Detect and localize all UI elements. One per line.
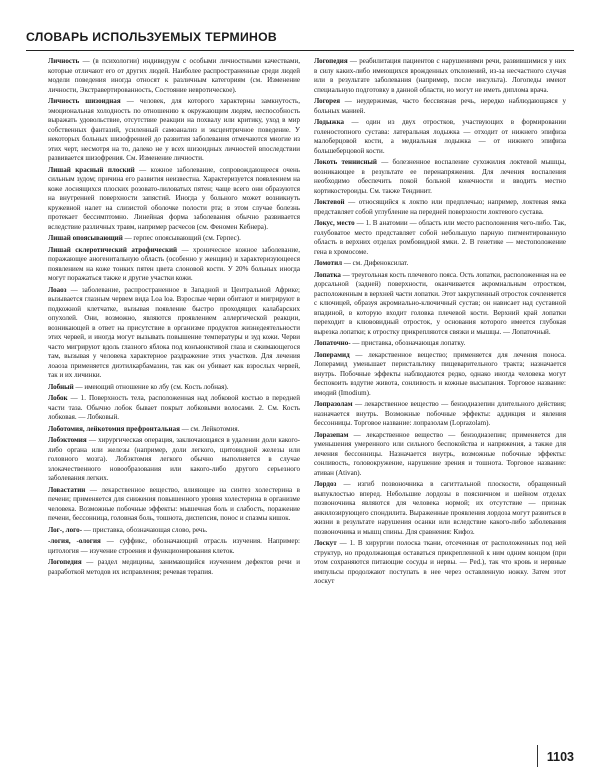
dictionary-entry xyxy=(48,286,300,381)
entry-term: Лордоз xyxy=(314,480,337,488)
entry-term: Лишай красный плоский xyxy=(48,165,135,174)
entry-term: Лишай склеротический атрофический xyxy=(48,245,178,254)
dictionary-entry xyxy=(48,425,300,435)
page-title: СЛОВАРЬ ИСПОЛЬЗУЕМЫХ ТЕРМИНОВ xyxy=(26,30,278,44)
entry-definition: — см. Лейкотомия. xyxy=(179,424,240,433)
entry-definition: — раздел медицины, занимающийся изучением дефектов речи и разработкой методов их исправления; речевая терапия. xyxy=(48,558,300,576)
dictionary-entry xyxy=(314,480,566,537)
dictionary-entry xyxy=(48,486,300,524)
entry-term: Ловастатин xyxy=(48,485,86,494)
entry-definition: — неудержимая, часто бессвязная речь, нередко наблюдающаяся у больных манией. xyxy=(314,97,566,115)
page-header xyxy=(26,28,574,51)
dictionary-entry xyxy=(314,400,566,429)
entry-term: Лишай опоясывающий xyxy=(48,234,123,242)
entry-term: Лопразолам xyxy=(314,400,353,408)
entry-term: Лодыжка xyxy=(314,118,345,126)
entry-definition: — заболевание, распространенное в Западной и Центральной Африке; вызывается глазным червем вида Loa loa. Взрослые черви обитают и мигрируют в подкожной клетчатке, вызывая появление быстро проходящих калабарских опухолей. Они, возможно, являются проявлением аллергической реакции, возникающей в ответ на присутствие в организме продуктов жизнедеятельности этих червей, и иногда могут вызывать повышение температуры и зуд кожи. Черви часто мигрируют вдоль глазного яблока под конъюнктивой глаза и сжимающегося там, вызывая у человека характерное раздражение этих участков. Для лечения лоаоза применяется диэтилкарбамазин, так как он убивает как взрослых червей, так и их личинки. xyxy=(48,285,300,379)
dictionary-entry xyxy=(314,259,566,269)
dictionary-entry xyxy=(314,198,566,217)
entry-definition: — 1. В анатомии — область или место расположения чего-либо. Так, голубоватое место представляет собой небольшую парную пигментированную область в верхних отделах ромбовидной ямки. 2. В генетике — местоположение гена в хромосоме. xyxy=(314,219,566,256)
entry-definition: — имеющий отношение ко лбу (см. Кость лобная). xyxy=(73,382,229,391)
dictionary-entry xyxy=(314,118,566,156)
entry-definition: — один из двух отростков, участвующих в формировании голеностопного сустава: латеральная лодыжка — отходит от нижнего эпифиза малоберцовой кости, а медиальная лодыжка — от нижнего эпифиза большеберцовой кости. xyxy=(314,118,566,155)
entry-definition: — относящийся к локтю или предплечью; например, локтевая ямка представляет собой углубление на передней поверхности локтевого сустава. xyxy=(314,198,566,216)
entry-term: Логопедия xyxy=(48,558,82,566)
left-column xyxy=(48,57,300,747)
entry-definition: — приставка, обозначающая лопатку. xyxy=(350,339,466,347)
entry-term: -логия, -ология xyxy=(48,537,101,545)
dictionary-entry xyxy=(314,57,566,95)
entry-term: Лог-, лого- xyxy=(48,525,83,534)
entry-term: Локтевой xyxy=(314,198,345,206)
entry-definition: — лекарственное вещество; применяется для лечения поноса. Лоперамид уменьшает перистальтику пищеварительного тракта; назначается внутрь. Побочные эффекты наблюдаются редко, однако иногда человека могут беспокоить вздутие живота, сонливость и кожные высыпания. Торговое название: имодий (Imodium). xyxy=(314,350,566,397)
dictionary-entry xyxy=(314,339,566,349)
dictionary-entry xyxy=(48,383,300,393)
entry-term: Лобный xyxy=(48,382,74,391)
entry-definition: — (в психологии) индивидуум с особыми личностными качествами, которые отличают его от других людей. Наиболее распространенные среди людей модели поведения иногда относят к различным категориям (см. Изменение личности, Экстравертированность, Состояние невротическое). xyxy=(48,57,300,94)
right-column xyxy=(314,57,566,747)
entry-term: Лоперамид xyxy=(314,350,350,359)
dictionary-entry xyxy=(48,57,300,95)
entry-definition: — суффикс, обозначающий отрасль изучения. Например: цитология — изучение строения и функционирования клеток. xyxy=(48,537,300,555)
dictionary-entry xyxy=(48,537,300,556)
entry-term: Лоразепам xyxy=(314,430,349,439)
page-number-divider xyxy=(537,745,538,767)
entry-definition: — приставка, обозначающая слово, речь. xyxy=(82,525,208,534)
entry-term: Логопедия xyxy=(314,57,348,65)
entry-definition: — 1. В хирургии полоска ткани, отсеченная от расположенных под ней структур, но продолжающая оставаться прикрепленной к ним одним концом (при этом сохраняются питающие сосуды и нервы. — Ped.), так что кровь и нервные импульсы продолжают поступать в нее через оставленную ножку. Затем этот лоскут xyxy=(314,539,566,585)
entry-term: Личность шизоидная xyxy=(48,97,121,105)
dictionary-entry xyxy=(48,394,300,423)
entry-term: Ломотил xyxy=(314,259,343,267)
entry-definition: — хирургическая операция, заключающаяся в удалении доли какого-либо органа или железы (например, доли легкого, щитовидной железы или головного мозга). Лобэктомия легкого обычно выполняется в случае злокачественного новообразования или какого-либо другого серьезного заболевания легких. xyxy=(48,436,300,482)
entry-definition: — кожное заболевание, сопровождающееся очень сильным зудом; причина его развития неизвестна. Характеризуется появлением на коже лоснящихся плоских розовато-лиловатых пятен; чаще всего они образуются на внутренней поверхности запястий. Иногда у больного может возникнуть кружевной налет на слизистой оболочке полости рта; в этом случае болезнь протекает бессимптомно. Линейная форма заболевания обычно развивается вследствие различных травм, например расчесов (см. Феномен Кебнера). xyxy=(48,165,300,231)
entry-term: Лоботомия, лейкотомия префронтальная xyxy=(48,424,180,433)
dictionary-entry xyxy=(314,539,566,587)
entry-term: Лопатка xyxy=(314,270,341,279)
entry-definition: — лекарственное вещество — бензодиазепин длительного действия; назначается внутрь. Возможные побочные эффекты: аддикция и явления бессонницы. Торговое название: лопразолам (Loprazolam). xyxy=(314,400,566,427)
dictionary-entry xyxy=(314,97,566,116)
entry-definition: — лекарственное вещество, влияющее на синтез холестерина в печени; применяется для снижения повышенного уровня холестерина в организме человека. Возможные побочные эффекты: мышечная боль и слабость, поражение печени, бессонница, головная боль, тошнота, диспепсия, понос и спазмы кишок. xyxy=(48,485,300,522)
dictionary-entry xyxy=(314,219,566,257)
entry-definition: — болезненное воспаление сухожилия локтевой мышцы, возникающее в результате ее перенапряжения. Для лечения воспаления необходимо обеспечить покой больной конечности и вводить местно кортикостероиды. См. также Тендинит. xyxy=(314,158,566,195)
entry-definition: — герпес опоясывающий (см. Герпес). xyxy=(122,234,241,242)
entry-definition: — 1. Поверхность тела, расположенная над лобковой костью в передней части таза. Обычно лобок бывает покрыт лобковыми волосами. 2. См. Кость лобковая. — Лобковый. xyxy=(48,394,300,421)
entry-term: Личность xyxy=(48,57,80,65)
dictionary-entry xyxy=(48,97,300,164)
entry-term: Лобэктомия xyxy=(48,436,87,444)
entry-term: Лоаоз xyxy=(48,285,67,294)
entry-definition: — треугольная кость плечевого пояса. Ость лопатки, расположенная на ее дорсальной (задней) поверхности, оканчивается акромиальным отростком, расположенным в верхней части лопатки. Этот закругленный отросток сочленяется с ключицей, образуя акромиально-ключичный сустав; он нависает над суставной впадиной, в которую входит головка плечевой кости. Верхний край лопатки переходит в клювовидный отросток, у основания которого имеется глубокая вырезка лопатки; к отростку прикрепляются связки и мышцы. — Лопаточный. xyxy=(314,270,566,336)
dictionary-entry xyxy=(314,431,566,479)
entry-definition: — человек, для которого характерны замкнутость, эмоциональная холодность по отношению к окружающим людям, неспособность выражать удовольствие, отсутствие реакции на похвалу или критику, уход в мир собственных фантазий, усиленный самоанализ и эксцентричное поведение. У некоторых больных шизофренией до развития заболевания отмечаются многие из этих черт, несмотря на то, далеко не у всех шизоидных личностей впоследствии развивается шизофрения. См. Изменение личности. xyxy=(48,97,300,162)
entry-definition: — реабилитация пациентов с нарушениями речи, развившимися у них в силу каких-либо имеющихся врожденных отклонений, из-за несчастного случая или в результате заболевания (например, после инсульта). Логопеды имеют специальную подготовку в данной области, но могут не иметь диплома врача. xyxy=(314,57,566,94)
entry-term: Лопаточно- xyxy=(314,339,351,347)
dictionary-entry xyxy=(48,166,300,233)
entry-definition: — изгиб позвоночника в сагиттальной плоскости, обращенный выпуклостью вперед. Небольшие лордозы в поясничном и шейном отделах позвоночника являются для человека нормой; их отсутствие — признак анкилозирующего спондилита. Выраженные проявления лордоза могут развиться в жизни в результате нарушения осанки или вследствие какого-либо заболевания позвоночника и мышц спины. Для сравнения: Кифоз. xyxy=(314,480,566,536)
dictionary-entry xyxy=(314,158,566,196)
dictionary-entry xyxy=(48,436,300,484)
entry-term: Лобок xyxy=(48,394,68,402)
entry-term: Логорея xyxy=(314,97,341,105)
entry-term: Локоть теннисный xyxy=(314,158,377,166)
dictionary-entry xyxy=(48,246,300,284)
entry-definition: — хроническое кожное заболевание, поражающее аногенитальную область (особенно у женщин) и характеризующееся появлением на коже тонких пятен цвета слоновой кости. У 20% больных иногда могут поражаться также и другие участки кожи. xyxy=(48,245,300,282)
entry-term: Лоскут xyxy=(314,539,337,547)
entry-definition: — см. Дифеноксилат. xyxy=(342,259,409,267)
page-number: 1103 xyxy=(546,750,574,764)
dictionary-entry xyxy=(48,558,300,577)
entry-definition: — лекарственное вещество — бензодиазепин; применяется для уменьшения умеренного или сильного беспокойства и напряжения, а также для лечения бессонницы. Назначается внутрь, возможные побочные эффекты: сонливость, головокружение, нарушение зрения и тошнота. Торговое название: ативан (Ativan). xyxy=(314,430,566,477)
dictionary-entry xyxy=(314,351,566,399)
dictionary-entry xyxy=(48,234,300,244)
dictionary-entry xyxy=(48,526,300,536)
dictionary-entry xyxy=(314,271,566,338)
entry-term: Локус, место xyxy=(314,219,355,227)
